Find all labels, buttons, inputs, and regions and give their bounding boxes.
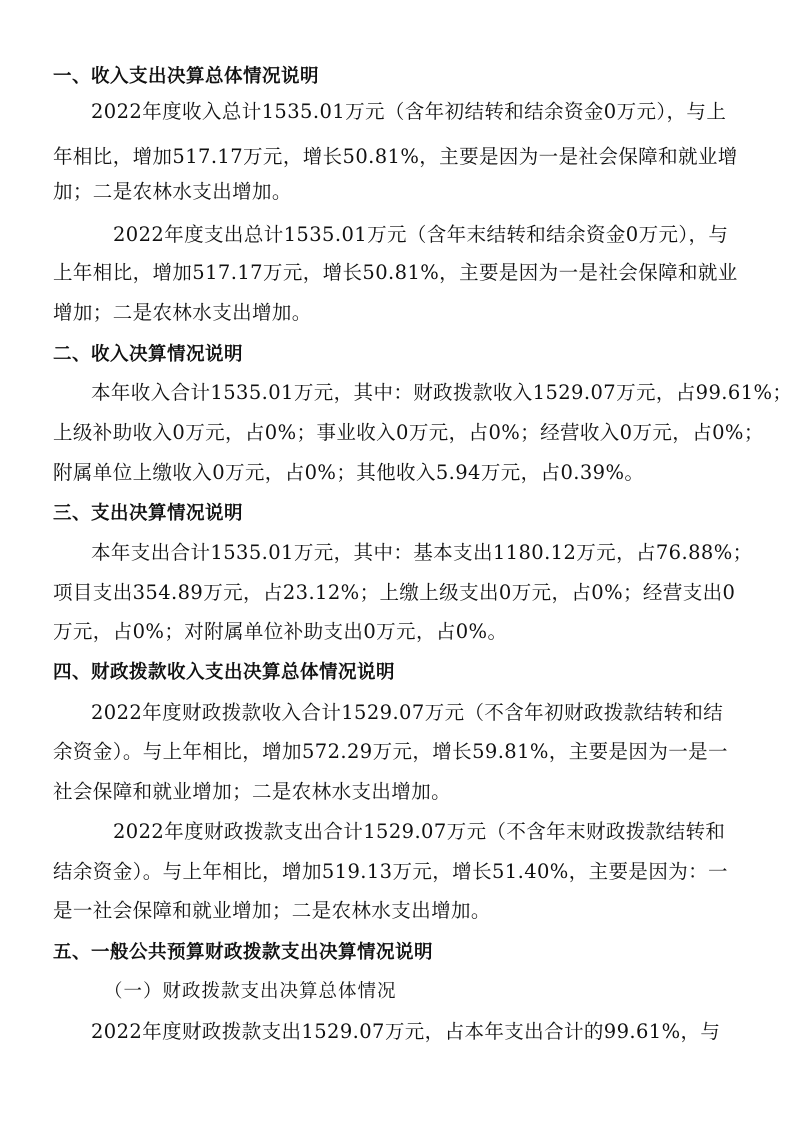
paragraph-line: 本年收入合计1535.01万元，其中：财政拨款收入1529.07万元，占99.61%； — [91, 381, 793, 404]
paragraph-line: 万元，占0%；对附属单位补助支出0万元，占0%。 — [53, 620, 508, 643]
section-heading-5: 五、一般公共预算财政拨款支出决算情况说明 — [53, 942, 434, 963]
paragraph-line: 上年相比，增加517.17万元，增长50.81%，主要是因为一是社会保障和就业 — [53, 261, 738, 284]
paragraph-line: 2022年度财政拨款支出合计1529.07万元（不含年末财政拨款结转和 — [113, 820, 726, 843]
paragraph-line: 结余资金）。与上年相比，增加519.13万元，增长51.40%，主要是因为：一 — [53, 860, 728, 883]
paragraph-line: 附属单位上缴收入0万元，占0%；其他收入5.94万元，占0.39%。 — [53, 461, 645, 484]
paragraph-line: 2022年度支出总计1535.01万元（含年末结转和结余资金0万元），与 — [113, 223, 729, 246]
paragraph-line: 2022年度财政拨款支出1529.07万元，占本年支出合计的99.61%，与 — [91, 1020, 721, 1043]
paragraph-line: 余资金）。与上年相比，增加572.29万元，增长59.81%，主要是因为一是一 — [53, 740, 728, 763]
paragraph-line: 是一社会保障和就业增加；二是农林水支出增加。 — [53, 899, 491, 922]
section-heading-2: 二、收入决算情况说明 — [53, 344, 244, 365]
paragraph-line: 年相比，增加517.17万元，增长50.81%，主要是因为一是社会保障和就业增 — [53, 145, 738, 168]
section-heading-3: 三、支出决算情况说明 — [53, 503, 244, 524]
paragraph-line: 加；二是农林水支出增加。 — [53, 180, 292, 203]
section-heading-4: 四、财政拨款收入支出决算总体情况说明 — [53, 662, 396, 683]
section-heading-1: 一、收入支出决算总体情况说明 — [53, 66, 320, 87]
paragraph-line: 本年支出合计1535.01万元，其中：基本支出1180.12万元，占76.88%； — [91, 541, 753, 564]
paragraph-line: 社会保障和就业增加；二是农林水支出增加。 — [53, 780, 452, 803]
paragraph-line: 增加；二是农林水支出增加。 — [53, 301, 312, 324]
paragraph-line: 项目支出354.89万元，占23.12%；上缴上级支出0万元，占0%；经营支出0 — [53, 581, 736, 604]
paragraph-line: 上级补助收入0万元，占0%；事业收入0万元，占0%；经营收入0万元，占0%； — [53, 421, 764, 444]
paragraph-line: 2022年度财政拨款收入合计1529.07万元（不含年初财政拨款结转和结 — [91, 701, 724, 724]
subsection-heading: （一）财政拨款支出决算总体情况 — [104, 981, 397, 1002]
paragraph-line: 2022年度收入总计1535.01万元（含年初结转和结余资金0万元），与上 — [91, 100, 727, 123]
